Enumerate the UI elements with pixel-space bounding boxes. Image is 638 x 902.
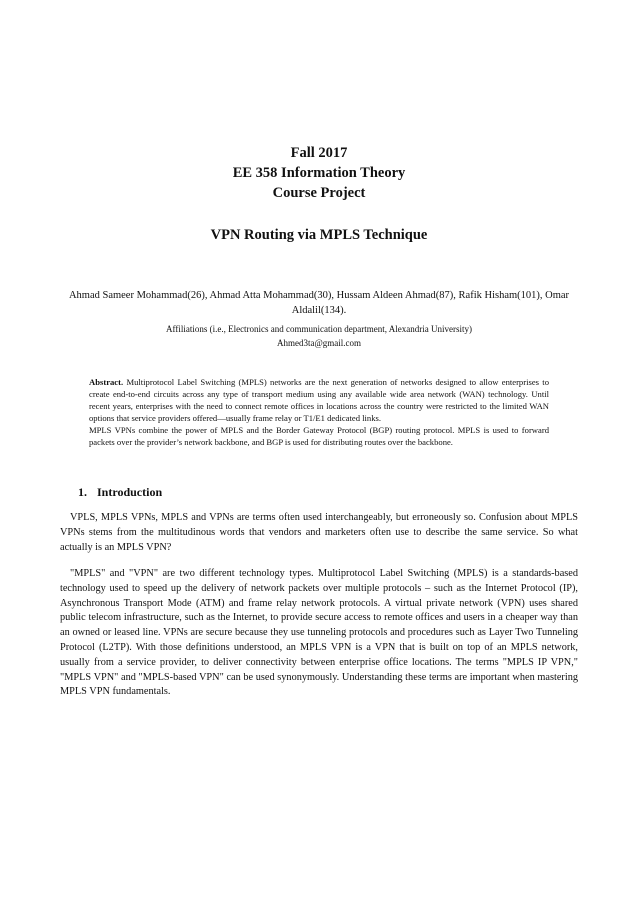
header-semester: Fall 2017 (290, 145, 348, 161)
affiliation-block (60, 322, 578, 350)
intro-paragraph-1-text: VPLS, MPLS VPNs, MPLS and VPNs are terms often used interchangeably, but erroneously so. Confusion about MPLS VPNs stems from the multitudinous words that vendors and marketers often use to describe the same service. So what actually is an MPLS VPN? (60, 512, 578, 553)
section-heading (78, 484, 162, 500)
section-title: Introduction (97, 485, 163, 499)
affiliation-text: Affiliations (i.e., Electronics and communication department, Alexandria University) (166, 324, 472, 334)
abstract (89, 376, 549, 449)
intro-paragraph-1 (60, 511, 578, 555)
abstract-paragraph-2: MPLS VPNs combine the power of MPLS and the Border Gateway Protocol (BGP) routing protocol. MPLS is used to forward packets over the provider’s network backbone, and BGP is used for distributing routes over the backbone. (89, 425, 549, 448)
abstract-paragraph-1 (89, 376, 549, 424)
intro-paragraph-2-text: "MPLS" and "VPN" are two different technology types. Multiprotocol Label Switching (MPLS) is a standards-based technology used to speed up the delivery of network packets over multiple protocols – such as the Internet Protocol (IP), Asynchronous Transport Mode (ATM) and frame relay network protocols. A virtual private network (VPN) uses shared public telecom infrastructure, such as the Internet, to provide secure access to remote offices and users in a cheaper way than an owned or leased line. VPNs are secure because they use tunneling protocols and procedures such as Layer Two Tunneling Protocol (L2TP). With those definitions understood, an MPLS VPN is a VPN that is built on top of an MPLS network, usually from a service provider, to deliver connectivity between enterprise office locations. The terms "MPLS IP VPN," "MPLS VPN" and "MPLS-based VPN" can be used synonymously. Understanding these terms are important when mastering MPLS VPN fundamentals. (60, 568, 578, 698)
author-email: Ahmed3ta@gmail.com (276, 338, 362, 348)
abstract-text-1: Multiprotocol Label Switching (MPLS) networks are the next generation of networks designed to allow enterprises to create end-to-end circuits across any type of transport medium using any available wide area network (WAN) technology. Until recent years, enterprises with the need to connect remote offices in locations across the country were restricted to the limited WAN options that service providers offered—usually frame relay or T1/E1 dedicated links. (89, 377, 549, 424)
header-course: EE 358 Information Theory (232, 165, 406, 181)
abstract-label: Abstract. (89, 377, 124, 387)
section-number: 1. (78, 485, 87, 499)
intro-paragraph-2 (60, 567, 578, 700)
header-project: Course Project (272, 185, 366, 201)
course-header (0, 143, 638, 203)
paper-title: VPN Routing via MPLS Technique (210, 227, 428, 243)
author-list: Ahmad Sameer Mohammad(26), Ahmad Atta Mohammad(30), Hussam Aldeen Ahmad(87), Rafik Hisham(101), Omar Aldalil(134). (68, 290, 570, 316)
